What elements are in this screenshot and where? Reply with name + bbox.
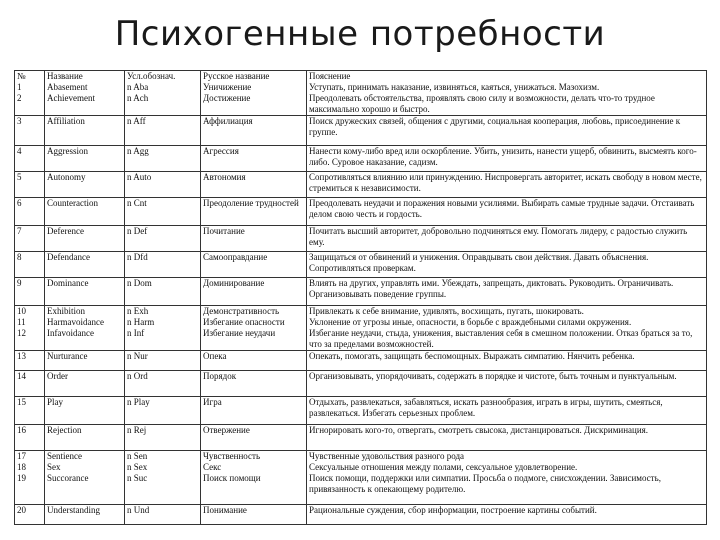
cell-name <box>45 172 125 198</box>
cell-code <box>125 397 201 425</box>
cell-line: Отвержение <box>203 425 250 435</box>
cell-line: Infavoidance <box>47 328 94 338</box>
table-row <box>15 172 707 198</box>
cell-line: Доминирование <box>203 278 265 288</box>
cell-line: Понимание <box>203 505 247 515</box>
cell-line: 7 <box>17 226 22 236</box>
table-row <box>15 71 707 116</box>
table-row <box>15 306 707 351</box>
cell-explanation <box>307 71 707 116</box>
cell-explanation <box>307 116 707 146</box>
cell-line: 20 <box>17 505 26 515</box>
cell-line: Succorance <box>47 473 89 483</box>
needs-table <box>14 70 707 525</box>
cell-line: Секс <box>203 462 222 472</box>
cell-line: n Aba <box>127 82 149 92</box>
cell-name <box>45 425 125 451</box>
cell-line: n Agg <box>127 146 149 156</box>
cell-explanation <box>307 397 707 425</box>
cell-line: 3 <box>17 116 22 126</box>
cell-line: Игра <box>203 397 222 407</box>
cell-russian-name <box>201 278 307 306</box>
cell-line: Rejection <box>47 425 82 435</box>
cell-russian-name <box>201 252 307 278</box>
cell-russian-name <box>201 505 307 525</box>
cell-russian-name <box>201 371 307 397</box>
cell-line: Play <box>47 397 64 407</box>
cell-name <box>45 198 125 226</box>
cell-line: Уничижение <box>203 82 252 92</box>
cell-explanation <box>307 226 707 252</box>
cell-line: Избегание неудачи, стыда, унижения, выставления себя в смешном положении. Отказ браться за то, что за пределами возможностей. <box>309 328 693 349</box>
cell-line: 9 <box>17 278 22 288</box>
cell-line: Агрессия <box>203 146 239 156</box>
cell-line: 2 <box>17 93 22 103</box>
cell-line: 16 <box>17 425 26 435</box>
cell-line: n Harm <box>127 317 155 327</box>
cell-number <box>15 172 45 198</box>
cell-line: Преодоление трудностей <box>203 198 299 208</box>
cell-code <box>125 116 201 146</box>
cell-explanation <box>307 451 707 505</box>
cell-russian-name <box>201 146 307 172</box>
cell-code <box>125 451 201 505</box>
cell-line: Защищаться от обвинений и унижения. Оправдывать свои действия. Давать объяснения. Сопротивляться проверкам. <box>309 252 649 273</box>
cell-line: Поиск помощи <box>203 473 261 483</box>
cell-russian-name <box>201 71 307 116</box>
cell-line: Autonomy <box>47 172 86 182</box>
table-row <box>15 278 707 306</box>
cell-number <box>15 306 45 351</box>
table-row <box>15 116 707 146</box>
cell-name <box>45 451 125 505</box>
cell-line: n Nur <box>127 351 148 361</box>
cell-russian-name <box>201 172 307 198</box>
cell-russian-name <box>201 306 307 351</box>
cell-line: Сексуальные отношения между полами, сексуальное удовлетворение. <box>309 462 578 472</box>
cell-explanation <box>307 425 707 451</box>
cell-russian-name <box>201 425 307 451</box>
cell-line: Поиск помощи, поддержки или симпатии. Просьба о подмоге, снисхождении. Зависимость, привязанность к опекающему родителю. <box>309 473 661 494</box>
cell-line: Нанести кому-либо вред или оскорбление. Убить, унизить, нанести ущерб, обвинить, высмеять кого-либо. Суровое наказание, садизм. <box>309 146 697 167</box>
cell-line: Самооправдание <box>203 252 268 262</box>
cell-line: Опекать, помогать, защищать беспомощных. Выражать симпатию. Нянчить ребенка. <box>309 351 635 361</box>
cell-line: Пояснение <box>309 71 351 81</box>
cell-number <box>15 371 45 397</box>
cell-line: 8 <box>17 252 22 262</box>
cell-explanation <box>307 146 707 172</box>
cell-line: Влиять на других, управлять ими. Убеждать, запрещать, диктовать. Руководить. Ограничивать. Организовывать поведение группы. <box>309 278 674 299</box>
cell-line: Избегание опасности <box>203 317 285 327</box>
cell-line: 13 <box>17 351 26 361</box>
cell-explanation <box>307 351 707 371</box>
cell-line: Почитать высший авторитет, добровольно подчиняться ему. Помогать лидеру, с радостью служить ему. <box>309 226 688 247</box>
cell-line: Поиск дружеских связей, общения с другими, социальная кооперация, любовь, присоединение к группе. <box>309 116 681 137</box>
table-row <box>15 198 707 226</box>
cell-line: 15 <box>17 397 26 407</box>
cell-line: Counteraction <box>47 198 98 208</box>
cell-line: Aggression <box>47 146 88 156</box>
cell-line: 19 <box>17 473 26 483</box>
table-row <box>15 351 707 371</box>
cell-line: Отдыхать, развлекаться, забавляться, искать разнообразия, играть в игры, шутить, смеяться, развлекаться. Избегать серьезных проблем. <box>309 397 663 418</box>
cell-code <box>125 306 201 351</box>
cell-line: 4 <box>17 146 22 156</box>
cell-number <box>15 278 45 306</box>
cell-explanation <box>307 505 707 525</box>
cell-line: Achievement <box>47 93 95 103</box>
cell-explanation <box>307 172 707 198</box>
cell-line: n Und <box>127 505 150 515</box>
cell-line: Усл.обознач. <box>127 71 176 81</box>
cell-line: n Ord <box>127 371 148 381</box>
cell-line: Abasement <box>47 82 88 92</box>
table-row <box>15 226 707 252</box>
cell-line: Привлекать к себе внимание, удивлять, восхищать, пугать, шокировать. <box>309 306 584 316</box>
cell-line: n Suc <box>127 473 148 483</box>
table-row <box>15 146 707 172</box>
cell-number <box>15 71 45 116</box>
cell-code <box>125 351 201 371</box>
cell-line: n Dfd <box>127 252 148 262</box>
cell-line: Sentience <box>47 451 82 461</box>
cell-number <box>15 226 45 252</box>
cell-line: Уступать, принимать наказание, извиняться, каяться, унижаться. Мазохизм. <box>309 82 600 92</box>
cell-line: n Aff <box>127 116 146 126</box>
cell-line: n Exh <box>127 306 149 316</box>
cell-code <box>125 71 201 116</box>
cell-line: Организовывать, упорядочивать, содержать в порядке и чистоте, быть точным и пунктуальным. <box>309 371 677 381</box>
cell-line: n Auto <box>127 172 152 182</box>
cell-explanation <box>307 306 707 351</box>
cell-name <box>45 116 125 146</box>
cell-code <box>125 198 201 226</box>
cell-name <box>45 278 125 306</box>
cell-code <box>125 505 201 525</box>
cell-number <box>15 451 45 505</box>
cell-explanation <box>307 371 707 397</box>
cell-number <box>15 252 45 278</box>
cell-line: Достижение <box>203 93 251 103</box>
cell-code <box>125 252 201 278</box>
table-row <box>15 252 707 278</box>
cell-line: 6 <box>17 198 22 208</box>
table-row <box>15 397 707 425</box>
cell-line: Аффилиация <box>203 116 253 126</box>
cell-line: n Cnt <box>127 198 147 208</box>
cell-line: Dominance <box>47 278 89 288</box>
page-title: Психогенные потребности <box>114 14 606 54</box>
cell-line: n Ach <box>127 93 149 103</box>
cell-line: Harmavoidance <box>47 317 104 327</box>
cell-line: n Def <box>127 226 148 236</box>
cell-number <box>15 505 45 525</box>
cell-explanation <box>307 252 707 278</box>
cell-line: 18 <box>17 462 26 472</box>
cell-name <box>45 226 125 252</box>
cell-name <box>45 71 125 116</box>
cell-code <box>125 146 201 172</box>
cell-line: Understanding <box>47 505 100 515</box>
cell-line: Exhibition <box>47 306 85 316</box>
cell-code <box>125 172 201 198</box>
cell-line: Уклонение от угрозы иные, опасности, в борьбе с враждебными силами окружения. <box>309 317 632 327</box>
cell-number <box>15 397 45 425</box>
cell-line: Почитание <box>203 226 245 236</box>
cell-line: Affiliation <box>47 116 85 126</box>
cell-line: Русское название <box>203 71 270 81</box>
cell-name <box>45 306 125 351</box>
cell-line: Sex <box>47 462 61 472</box>
cell-russian-name <box>201 198 307 226</box>
cell-name <box>45 397 125 425</box>
cell-line: n Rej <box>127 425 147 435</box>
cell-line: 5 <box>17 172 22 182</box>
cell-name <box>45 252 125 278</box>
cell-line: 1 <box>17 82 22 92</box>
cell-line: 17 <box>17 451 26 461</box>
cell-line: Демонстративность <box>203 306 280 316</box>
cell-russian-name <box>201 351 307 371</box>
cell-explanation <box>307 278 707 306</box>
cell-line: 12 <box>17 328 26 338</box>
cell-line: Преодолевать обстоятельства, проявлять свою силу и возможности, делать что-то трудное максимально хорошо и быстро. <box>309 93 655 114</box>
cell-line: Игнорировать кого-то, отвергать, смотреть свысока, дистанцироваться. Дискриминация. <box>309 425 649 435</box>
cell-line: Сопротивляться влиянию или принуждению. Ниспровергать авторитет, искать свободу в новом месте, стремиться к независимости. <box>309 172 702 193</box>
cell-code <box>125 226 201 252</box>
cell-line: n Inf <box>127 328 145 338</box>
cell-line: Рациональные суждения, сбор информации, построение картины событий. <box>309 505 597 515</box>
cell-line: n Sex <box>127 462 148 472</box>
cell-line: n Play <box>127 397 150 407</box>
cell-line: Defendance <box>47 252 90 262</box>
cell-line: Преодолевать неудачи и поражения новыми усилиями. Выбирать самые трудные задачи. Отстаивать делом свою честь и гордость. <box>309 198 695 219</box>
cell-line: Опека <box>203 351 227 361</box>
cell-line: 11 <box>17 317 26 327</box>
cell-code <box>125 278 201 306</box>
cell-explanation <box>307 198 707 226</box>
cell-line: 10 <box>17 306 26 316</box>
cell-number <box>15 351 45 371</box>
cell-name <box>45 371 125 397</box>
cell-line: n Sen <box>127 451 148 461</box>
cell-number <box>15 146 45 172</box>
cell-number <box>15 116 45 146</box>
cell-code <box>125 425 201 451</box>
cell-line: n Dom <box>127 278 152 288</box>
table-row <box>15 505 707 525</box>
cell-line: Порядок <box>203 371 237 381</box>
cell-name <box>45 505 125 525</box>
cell-number <box>15 425 45 451</box>
cell-line: Nurturance <box>47 351 88 361</box>
table-row <box>15 451 707 505</box>
cell-name <box>45 351 125 371</box>
cell-line: Deference <box>47 226 84 236</box>
cell-line: Название <box>47 71 83 81</box>
table-row <box>15 425 707 451</box>
cell-line: Чувственные удовольствия разного рода <box>309 451 465 461</box>
cell-number <box>15 198 45 226</box>
cell-line: Автономия <box>203 172 246 182</box>
table-row <box>15 371 707 397</box>
cell-russian-name <box>201 226 307 252</box>
cell-line: Чувственность <box>203 451 261 461</box>
cell-line: 14 <box>17 371 26 381</box>
cell-russian-name <box>201 451 307 505</box>
cell-line: Order <box>47 371 68 381</box>
cell-line: № <box>17 71 26 81</box>
cell-russian-name <box>201 116 307 146</box>
cell-russian-name <box>201 397 307 425</box>
cell-code <box>125 371 201 397</box>
cell-name <box>45 146 125 172</box>
cell-line: Избегание неудачи <box>203 328 276 338</box>
